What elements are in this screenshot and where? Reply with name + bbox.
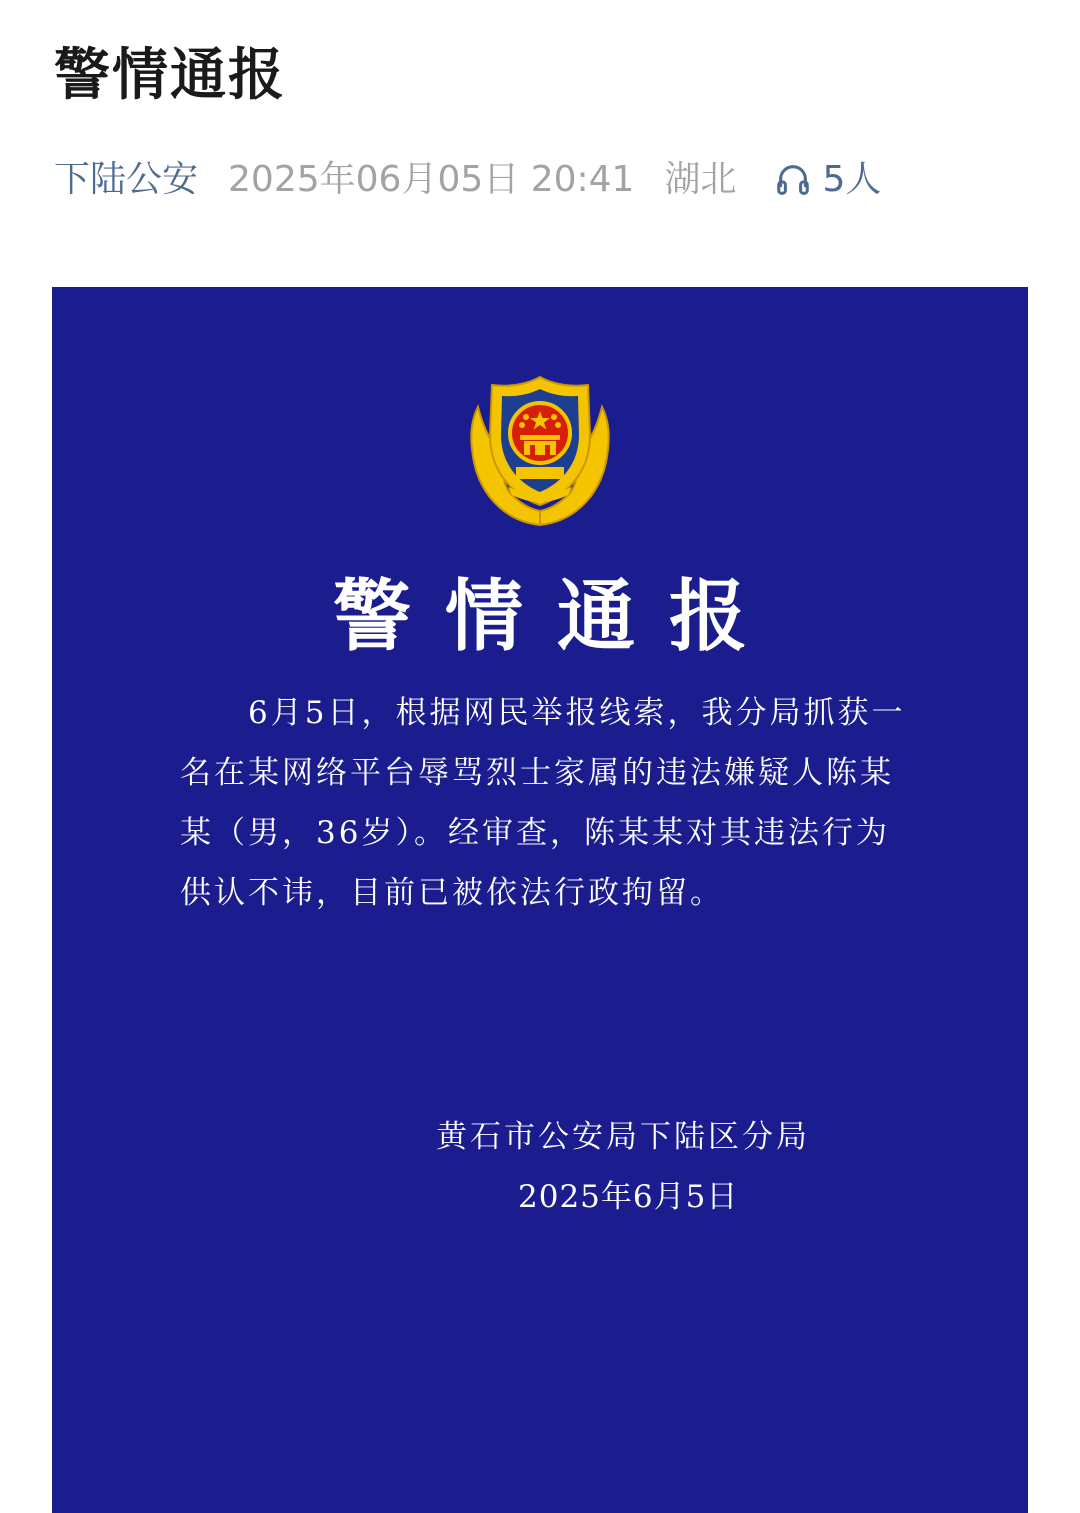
notice-image xyxy=(52,287,1028,1513)
notice-heading: 警情通报 xyxy=(332,571,781,662)
article-title: 警情通报 xyxy=(54,43,286,108)
headphone-icon xyxy=(774,161,812,199)
source-account-link[interactable]: 下陆公安 xyxy=(54,159,199,200)
listen-button[interactable] xyxy=(774,150,881,210)
publish-datetime: 2025年06月05日 20:41 xyxy=(228,159,635,200)
notice-issuer: 黄石市公安局下陆区分局 xyxy=(436,1119,810,1155)
listen-count: 5人 xyxy=(822,159,882,200)
notice-date: 2025年6月5日 xyxy=(518,1179,739,1215)
police-emblem xyxy=(468,375,612,531)
notice-body: 6月5日，根据网民举报线索，我分局抓获一名在某网络平台辱骂烈士家属的违法嫌疑人陈某某（男，36岁）。经审查，陈某某对其违法行为供认不讳，目前已被依法行政拘留。 xyxy=(180,695,906,911)
publish-region: 湖北 xyxy=(664,159,737,200)
article-meta xyxy=(54,150,881,210)
